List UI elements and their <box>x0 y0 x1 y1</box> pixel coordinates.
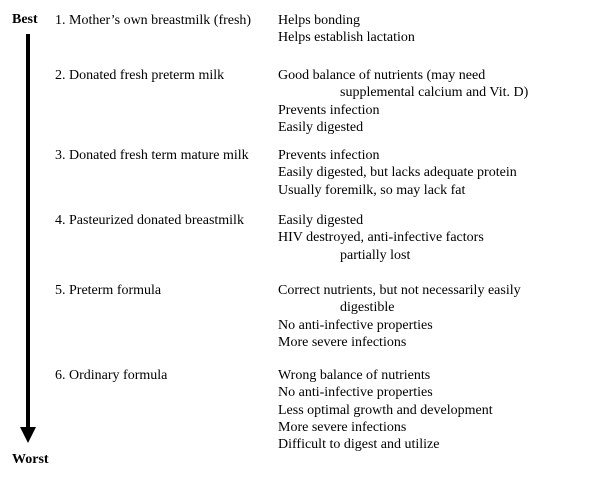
benefit-line: digestible <box>340 300 395 316</box>
item-name: 4. Pasteurized donated breastmilk <box>55 213 244 228</box>
benefit-list <box>278 147 517 199</box>
benefit-line: Prevents infection <box>278 102 380 118</box>
benefit-line: Easily digested <box>278 119 364 135</box>
benefit-line: Usually foremilk, so may lack fat <box>278 182 466 198</box>
benefit-line: HIV destroyed, anti-infective factors <box>278 230 484 246</box>
benefit-line: Easily digested, but lacks adequate protein <box>278 165 517 181</box>
benefit-line: partially lost <box>340 247 411 263</box>
benefit-line: Easily digested <box>278 213 364 228</box>
ranking-arrow-shaft <box>26 34 30 429</box>
benefit-line: Helps establish lactation <box>278 30 415 46</box>
arrow-down-icon <box>20 427 36 443</box>
item-name: 3. Donated fresh term mature milk <box>55 148 249 163</box>
benefit-line: Helps bonding <box>278 13 361 28</box>
benefit-line: Good balance of nutrients (may need <box>278 68 486 83</box>
benefit-line: Correct nutrients, but not necessarily easily <box>278 283 521 298</box>
item-name: 1. Mother’s own breastmilk (fresh) <box>55 13 252 28</box>
benefit-list <box>278 212 484 264</box>
benefit-list <box>278 367 493 453</box>
benefit-line: Prevents infection <box>278 148 380 163</box>
benefit-list <box>278 282 521 351</box>
benefit-line: Difficult to digest and utilize <box>278 437 440 453</box>
benefit-line: Wrong balance of nutrients <box>278 368 431 383</box>
benefit-line: Less optimal growth and development <box>278 402 493 418</box>
benefit-line: No anti-infective properties <box>278 385 433 401</box>
item-name: 6. Ordinary formula <box>55 368 168 383</box>
benefit-list <box>278 67 528 136</box>
benefit-line: More severe infections <box>278 334 407 350</box>
benefit-line: More severe infections <box>278 419 407 435</box>
benefit-line: No anti-infective properties <box>278 317 433 333</box>
benefit-list <box>278 12 415 47</box>
item-name: 2. Donated fresh preterm milk <box>55 68 225 83</box>
benefit-line: supplemental calcium and Vit. D) <box>340 85 529 101</box>
best-label: Best <box>12 12 38 27</box>
item-name: 5. Preterm formula <box>55 283 162 298</box>
worst-label: Worst <box>12 452 49 467</box>
